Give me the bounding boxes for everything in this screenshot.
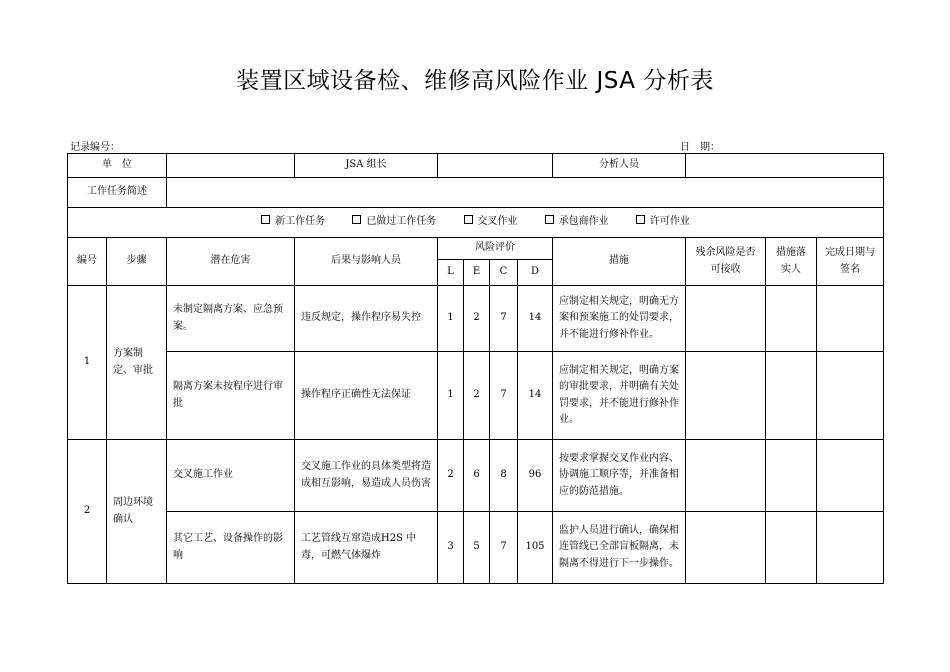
task-desc-value (167, 178, 884, 208)
step-number: 2 (68, 440, 107, 584)
step-name: 方案制定、审批 (107, 286, 167, 440)
checkbox-icon (261, 215, 270, 224)
consequence-cell: 工艺管线互窜造成H2S 中毒，可燃气体爆炸 (295, 512, 438, 584)
measures-cell: 应制定相关规定，明确方案的审批要求，并明确有关处罚要求，并不能进行修补作业。 (553, 352, 686, 440)
c-value: 8 (490, 440, 518, 512)
record-no-label: 记录编号： (70, 142, 120, 153)
hazard-cell: 未制定隔离方案、应急预案。 (167, 286, 295, 352)
consequence-cell: 违反规定，操作程序易失控 (295, 286, 438, 352)
owner-cell[interactable] (766, 512, 817, 584)
info-row (68, 154, 884, 178)
unit-label: 单 位 (68, 154, 167, 178)
header-completion: 完成日期与签名 (817, 238, 884, 286)
checkbox-icon (545, 215, 554, 224)
table-row (68, 352, 884, 440)
header-d: D (518, 260, 553, 286)
d-value: 14 (518, 352, 553, 440)
header-risk: 风险评价 (438, 238, 553, 260)
analyst-value (686, 154, 884, 178)
table-row (68, 440, 884, 512)
owner-cell[interactable] (766, 286, 817, 352)
checkbox-icon (636, 215, 645, 224)
residual-cell[interactable] (686, 440, 766, 512)
header-l: L (438, 260, 464, 286)
jsa-leader-value (438, 154, 553, 178)
checkbox-icon (352, 215, 361, 224)
owner-cell[interactable] (766, 352, 817, 440)
l-value: 1 (438, 352, 464, 440)
completion-cell[interactable] (817, 440, 884, 512)
header-residual: 残余风险是否可接收 (686, 238, 766, 286)
task-type-options (68, 208, 884, 238)
c-value: 7 (490, 512, 518, 584)
task-type-label: 已做过工作任务 (366, 216, 437, 228)
step-name: 周边环境确认 (107, 440, 167, 584)
task-type-option[interactable] (464, 214, 518, 231)
hazard-cell: 交叉施工作业 (167, 440, 295, 512)
table-row (68, 286, 884, 352)
header-e: E (464, 260, 490, 286)
l-value: 1 (438, 286, 464, 352)
task-type-option[interactable] (352, 214, 436, 231)
task-type-option[interactable] (545, 214, 609, 231)
e-value: 5 (464, 512, 490, 584)
measures-cell: 应制定相关规定，明确无方案和预案施工的处罚要求，并不能进行修补作业。 (553, 286, 686, 352)
d-value: 14 (518, 286, 553, 352)
task-type-option[interactable] (261, 214, 325, 231)
c-value: 7 (490, 286, 518, 352)
e-value: 2 (464, 286, 490, 352)
date-label: 日 期： (680, 142, 720, 153)
task-type-label: 承包商作业 (558, 216, 609, 228)
header-hazard: 潜在危害 (167, 238, 295, 286)
task-desc-label: 工作任务简述 (68, 178, 167, 208)
task-type-label: 交叉作业 (477, 216, 518, 228)
residual-cell[interactable] (686, 512, 766, 584)
task-desc-row (68, 178, 884, 208)
checkbox-icon (464, 215, 473, 224)
unit-value (167, 154, 295, 178)
jsa-leader-label: JSA 组长 (295, 154, 438, 178)
consequence-cell: 交叉施工作业的具体类型将造成相互影响，易造成人员伤害 (295, 440, 438, 512)
owner-cell[interactable] (766, 440, 817, 512)
header-owner: 措施落实人 (766, 238, 817, 286)
header-no: 编号 (68, 238, 107, 286)
completion-cell[interactable] (817, 512, 884, 584)
e-value: 6 (464, 440, 490, 512)
task-type-row (68, 208, 884, 238)
table-row (68, 512, 884, 584)
measures-cell: 按要求掌握交叉作业内容、协调施工顺序等，并准备相应的防范措施。 (553, 440, 686, 512)
c-value: 7 (490, 352, 518, 440)
hazard-cell: 其它工艺、设备操作的影响 (167, 512, 295, 584)
completion-cell[interactable] (817, 286, 884, 352)
document-title: 装置区域设备检、维修高风险作业 JSA 分析表 (236, 68, 714, 94)
e-value: 2 (464, 352, 490, 440)
analyst-label: 分析人员 (553, 154, 686, 178)
consequence-cell: 操作程序正确性无法保证 (295, 352, 438, 440)
header-c: C (490, 260, 518, 286)
header-row-1 (68, 238, 884, 260)
task-type-option[interactable] (636, 214, 690, 231)
step-number: 1 (68, 286, 107, 440)
d-value: 105 (518, 512, 553, 584)
task-type-label: 许可作业 (649, 216, 690, 228)
hazard-cell: 隔离方案未按程序进行审批 (167, 352, 295, 440)
residual-cell[interactable] (686, 286, 766, 352)
measures-cell: 监护人员进行确认，确保相连管线已全部盲板隔离，未隔离不得进行下一步操作。 (553, 512, 686, 584)
jsa-table (67, 153, 884, 584)
header-step: 步骤 (107, 238, 167, 286)
header-consequence: 后果与影响人员 (295, 238, 438, 286)
task-type-label: 新工作任务 (275, 216, 326, 228)
d-value: 96 (518, 440, 553, 512)
header-measures: 措施 (553, 238, 686, 286)
l-value: 2 (438, 440, 464, 512)
completion-cell[interactable] (817, 352, 884, 440)
l-value: 3 (438, 512, 464, 584)
residual-cell[interactable] (686, 352, 766, 440)
